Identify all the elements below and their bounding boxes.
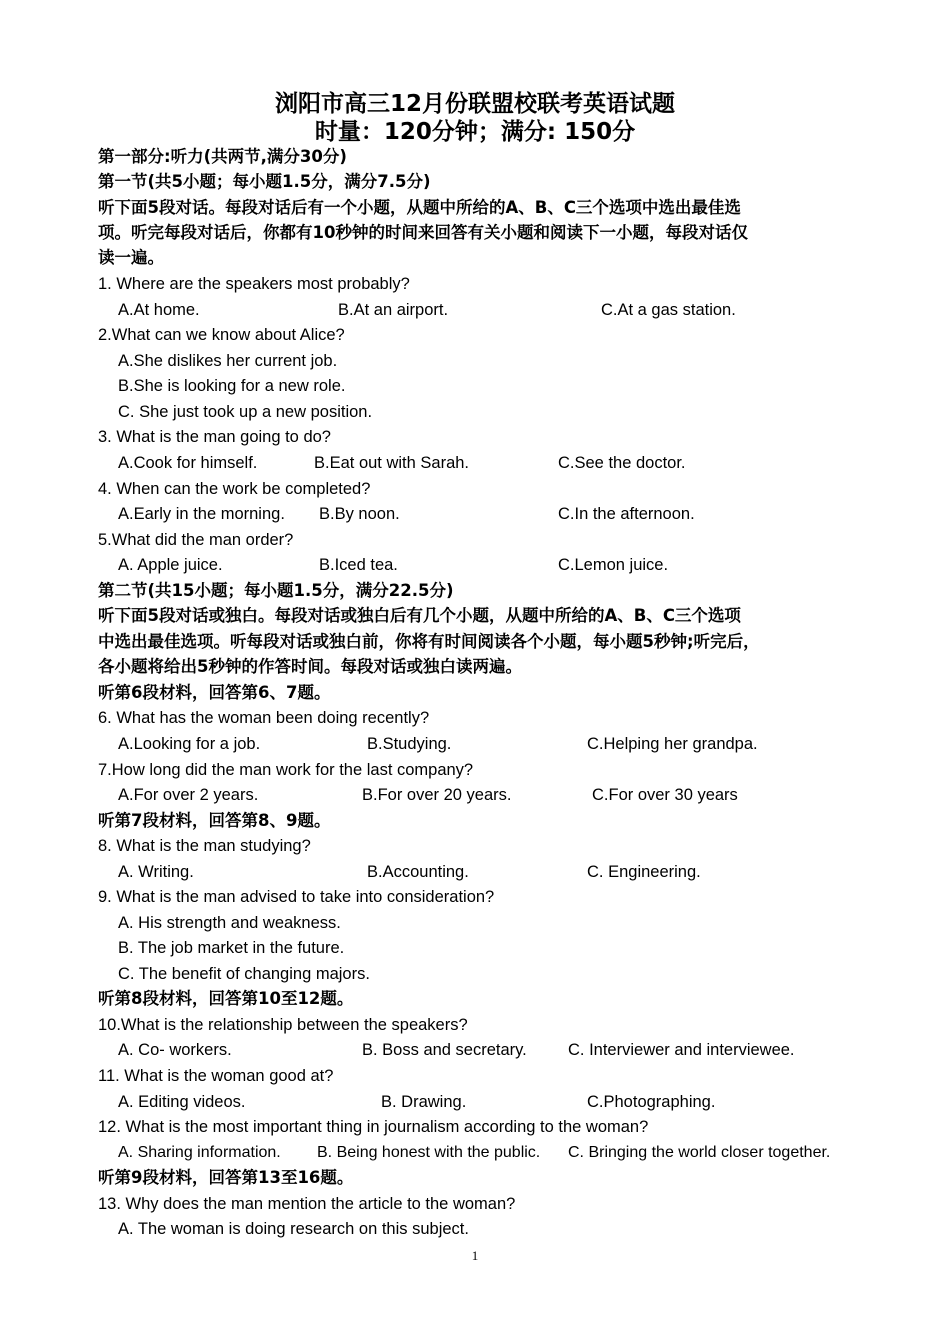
question-stem: 13. Why does the man mention the article to the woman? <box>98 1195 516 1213</box>
option-b: B.Studying. <box>367 735 452 753</box>
option-c: C.Lemon juice. <box>558 556 669 574</box>
option-a: A. Writing. <box>118 863 194 881</box>
option-b: B. Boss and secretary. <box>362 1041 527 1059</box>
part1-heading: 第一部分:听力(共两节,满分30分) <box>98 147 347 166</box>
exam-subtitle: 时量：120分钟；满分: 150分 <box>314 119 636 145</box>
question-stem: 11. What is the woman good at? <box>98 1067 334 1085</box>
option-b: B. Being honest with the public. <box>317 1144 541 1161</box>
section1-instruction-line: 读一遍。 <box>98 248 164 267</box>
section2-instruction-line: 听下面5段对话或独白。每段对话或独白后有几个小题，从题中所给的A、B、C三个选项 <box>98 606 741 625</box>
option-c: C. She just took up a new position. <box>118 403 373 421</box>
question-stem: 4. When can the work be completed? <box>98 480 371 498</box>
question-stem: 10.What is the relationship between the speakers? <box>98 1016 468 1034</box>
option-a: A.Looking for a job. <box>118 735 261 753</box>
option-a: A. Sharing information. <box>118 1144 281 1161</box>
option-b: B.She is looking for a new role. <box>118 377 346 395</box>
material-heading: 听第8段材料，回答第10至12题。 <box>98 989 354 1008</box>
question-stem: 12. What is the most important thing in journalism according to the woman? <box>98 1118 649 1136</box>
option-b: B.For over 20 years. <box>362 786 512 804</box>
option-a: A.Early in the morning. <box>118 505 285 523</box>
section2-instruction-line: 各小题将给出5秒钟的作答时间。每段对话或独白读两遍。 <box>98 657 522 676</box>
option-c: C. Engineering. <box>587 863 701 881</box>
option-c: C.Helping her grandpa. <box>587 735 758 753</box>
option-c: C.For over 30 years <box>592 786 738 804</box>
option-b: B.Eat out with Sarah. <box>314 454 470 472</box>
exam-title: 浏阳市高三12月份联盟校联考英语试题 <box>274 91 675 117</box>
option-b: B. Drawing. <box>381 1093 467 1111</box>
option-a: A. Co- workers. <box>118 1041 232 1059</box>
question-stem: 2.What can we know about Alice? <box>98 326 345 344</box>
option-b: B. The job market in the future. <box>118 939 345 957</box>
question-stem: 9. What is the man advised to take into consideration? <box>98 888 495 906</box>
option-a: A.Cook for himself. <box>118 454 258 472</box>
page-number: 1 <box>471 1248 479 1263</box>
option-c: C. Bringing the world closer together. <box>568 1144 831 1161</box>
section2-instruction-line: 中选出最佳选项。听每段对话或独白前，你将有时间阅读各个小题，每小题5秒钟;听完后， <box>98 632 760 651</box>
question-stem: 8. What is the man studying? <box>98 837 311 855</box>
question-stem: 5.What did the man order? <box>98 531 294 549</box>
section2-heading: 第二节(共15小题；每小题1.5分，满分22.5分) <box>98 581 454 600</box>
section1-instruction-line: 听下面5段对话。每段对话后有一个小题，从题中所给的A、B、C三个选项中选出最佳选 <box>98 198 741 217</box>
option-b: B.Accounting. <box>367 863 469 881</box>
option-c: C.See the doctor. <box>558 454 686 472</box>
option-c: C. Interviewer and interviewee. <box>568 1041 795 1059</box>
option-c: C. The benefit of changing majors. <box>118 965 370 983</box>
option-b: B.Iced tea. <box>319 556 398 574</box>
option-b: B.By noon. <box>319 505 400 523</box>
section1-instruction-line: 项。听完每段对话后，你都有10秒钟的时间来回答有关小题和阅读下一小题，每段对话仅 <box>98 223 748 242</box>
option-a: A.She dislikes her current job. <box>118 352 338 370</box>
question-stem: 1. Where are the speakers most probably? <box>98 275 410 293</box>
option-a: A. Editing videos. <box>118 1093 246 1111</box>
option-c: C.At a gas station. <box>601 301 736 319</box>
question-stem: 3. What is the man going to do? <box>98 428 331 446</box>
option-a: A.For over 2 years. <box>118 786 259 804</box>
material-heading: 听第9段材料，回答第13至16题。 <box>98 1168 354 1187</box>
question-stem: 6. What has the woman been doing recently? <box>98 709 430 727</box>
material-heading: 听第7段材料，回答第8、9题。 <box>98 811 331 830</box>
section1-heading: 第一节(共5小题；每小题1.5分，满分7.5分) <box>98 172 431 191</box>
option-a: A. Apple juice. <box>118 556 223 574</box>
question-stem: 7.How long did the man work for the last company? <box>98 761 474 779</box>
option-b: B.At an airport. <box>338 301 449 319</box>
option-a: A. His strength and weakness. <box>118 914 341 932</box>
option-c: C.In the afternoon. <box>558 505 695 523</box>
option-a: A. The woman is doing research on this subject. <box>118 1220 469 1238</box>
option-c: C.Photographing. <box>587 1093 716 1111</box>
material-heading: 听第6段材料，回答第6、7题。 <box>98 683 331 702</box>
option-a: A.At home. <box>118 301 200 319</box>
